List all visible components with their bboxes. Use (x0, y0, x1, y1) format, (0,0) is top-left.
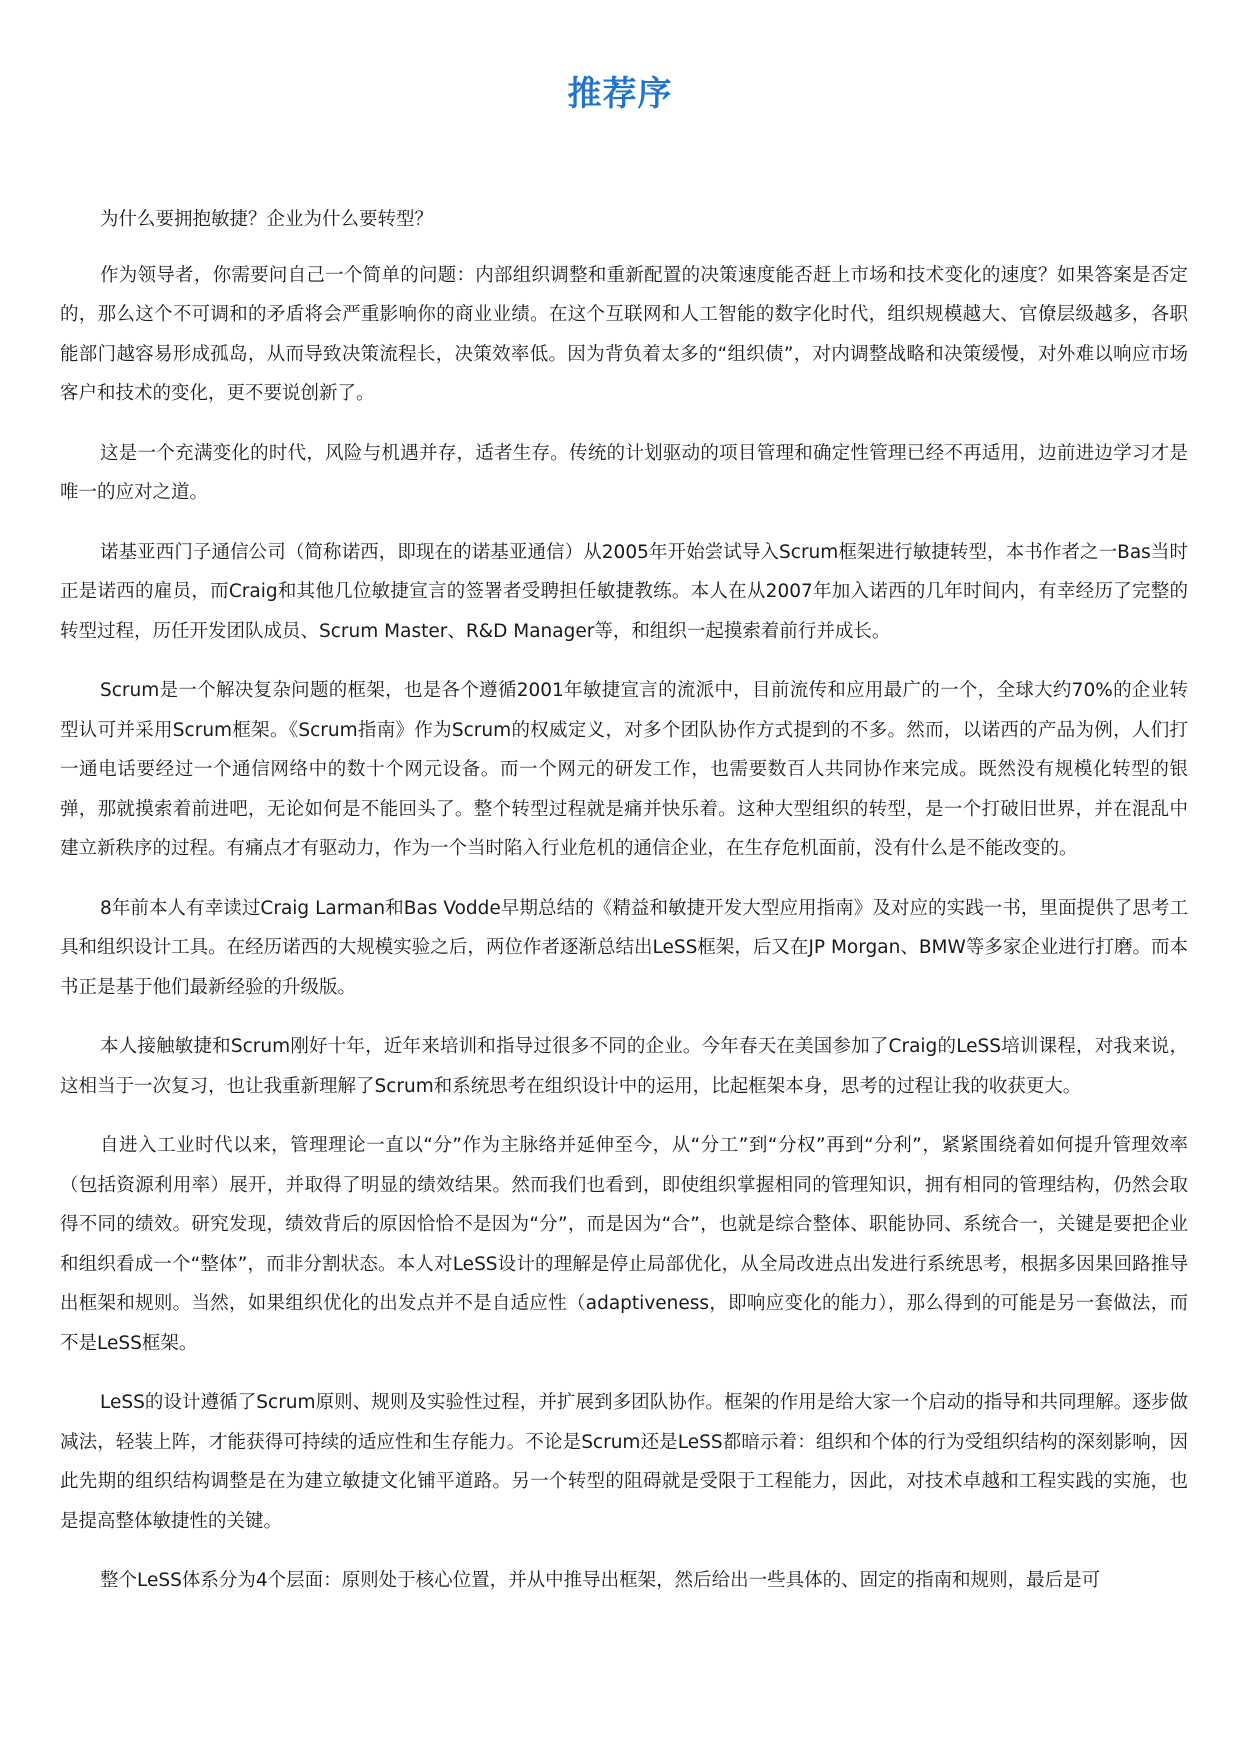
page-title: 推荐序 (567, 74, 673, 114)
paragraph: 诺基亚西门子通信公司（简称诺西，即现在的诺基亚通信）从2005年开始尝试导入Scrum框架进行敏捷转型，本书作者之一Bas当时正是诺西的雇员，而Craig和其他几位敏捷宣言的签署者受聘担任敏捷教练。本人在从2007年加入诺西的几年时间内，有幸经历了完整的转型过程，历任开发团队成员、Scrum Master、R&D Manager等，和组织一起摸索着前行并成长。 (60, 541, 1188, 642)
paragraph: 作为领导者，你需要问自己一个简单的问题：内部组织调整和重新配置的决策速度能否赶上市场和技术变化的速度？如果答案是否定的，那么这个不可调和的矛盾将会严重影响你的商业业绩。在这个互联网和人工智能的数字化时代，组织规模越大、官僚层级越多，各职能部门越容易形成孤岛，从而导致决策流程长，决策效率低。因为背负着太多的“组织债”，对内调整战略和决策缓慢，对外难以响应市场客户和技术的变化，更不要说创新了。 (60, 264, 1188, 404)
paragraph: 本人接触敏捷和Scrum刚好十年，近年来培训和指导过很多不同的企业。今年春天在美国参加了Craig的LeSS培训课程，对我来说，这相当于一次复习，也让我重新理解了Scrum和系统思考在组织设计中的运用，比起框架本身，思考的过程让我的收获更大。 (60, 1036, 1188, 1097)
paragraph: 自进入工业时代以来，管理理论一直以“分”作为主脉络并延伸至今，从“分工”到“分权”再到“分利”，紧紧围绕着如何提升管理效率（包括资源利用率）展开，并取得了明显的绩效结果。然而我们也看到，即使组织掌握相同的管理知识，拥有相同的管理结构，仍然会取得不同的绩效。研究发现，绩效背后的原因恰恰不是因为“分”，而是因为“合”，也就是综合整体、职能协同、系统合一，关键是要把企业和组织看成一个“整体”，而非分割状态。本人对LeSS设计的理解是停止局部优化，从全局改进点出发进行系统思考，根据多因果回路推导出框架和规则。当然，如果组织优化的出发点并不是自适应性（adaptiveness，即响应变化的能力），那么得到的可能是另一套做法，而不是LeSS框架。 (60, 1135, 1188, 1354)
body-text (60, 200, 1188, 1621)
paragraph: Scrum是一个解决复杂问题的框架，也是各个遵循2001年敏捷宣言的流派中，目前流传和应用最广的一个，全球大约70%的企业转型认可并采用Scrum框架。《Scrum指南》作为Scrum的权威定义，对多个团队协作方式提到的不多。然而，以诺西的产品为例，人们打一通电话要经过一个通信网络中的数十个网元设备。而一个网元的研发工作，也需要数百人共同协作来完成。既然没有规模化转型的银弹，那就摸索着前进吧，无论如何是不能回头了。整个转型过程就是痛并快乐着。这种大型组织的转型，是一个打破旧世界，并在混乱中建立新秩序的过程。有痛点才有驱动力，作为一个当时陷入行业危机的通信企业，在生存危机面前，没有什么是不能改变的。 (60, 680, 1188, 859)
paragraph: 这是一个充满变化的时代，风险与机遇并存，适者生存。传统的计划驱动的项目管理和确定性管理已经不再适用，边前进边学习才是唯一的应对之道。 (60, 442, 1188, 503)
paragraph: 为什么要拥抱敏捷？企业为什么要转型？ (100, 209, 434, 230)
paragraph: LeSS的设计遵循了Scrum原则、规则及实验性过程，并扩展到多团队协作。框架的作用是给大家一个启动的指导和共同理解。逐步做减法，轻装上阵，才能获得可持续的适应性和生存能力。不论是Scrum还是LeSS都暗示着：组织和个体的行为受组织结构的深刻影响，因此先期的组织结构调整是在为建立敏捷文化铺平道路。另一个转型的阻碍就是受限于工程能力，因此，对技术卓越和工程实践的实施，也是提高整体敏捷性的关键。 (60, 1392, 1188, 1532)
paragraph: 整个LeSS体系分为4个层面：原则处于核心位置，并从中推导出框架，然后给出一些具体的、固定的指南和规则，最后是可 (100, 1570, 1101, 1591)
paragraph: 8年前本人有幸读过Craig Larman和Bas Vodde早期总结的《精益和敏捷开发大型应用指南》及对应的实践一书，里面提供了思考工具和组织设计工具。在经历诺西的大规模实验之后，两位作者逐渐总结出LeSS框架，后又在JP Morgan、BMW等多家企业进行打磨。而本书正是基于他们最新经验的升级版。 (60, 897, 1188, 998)
